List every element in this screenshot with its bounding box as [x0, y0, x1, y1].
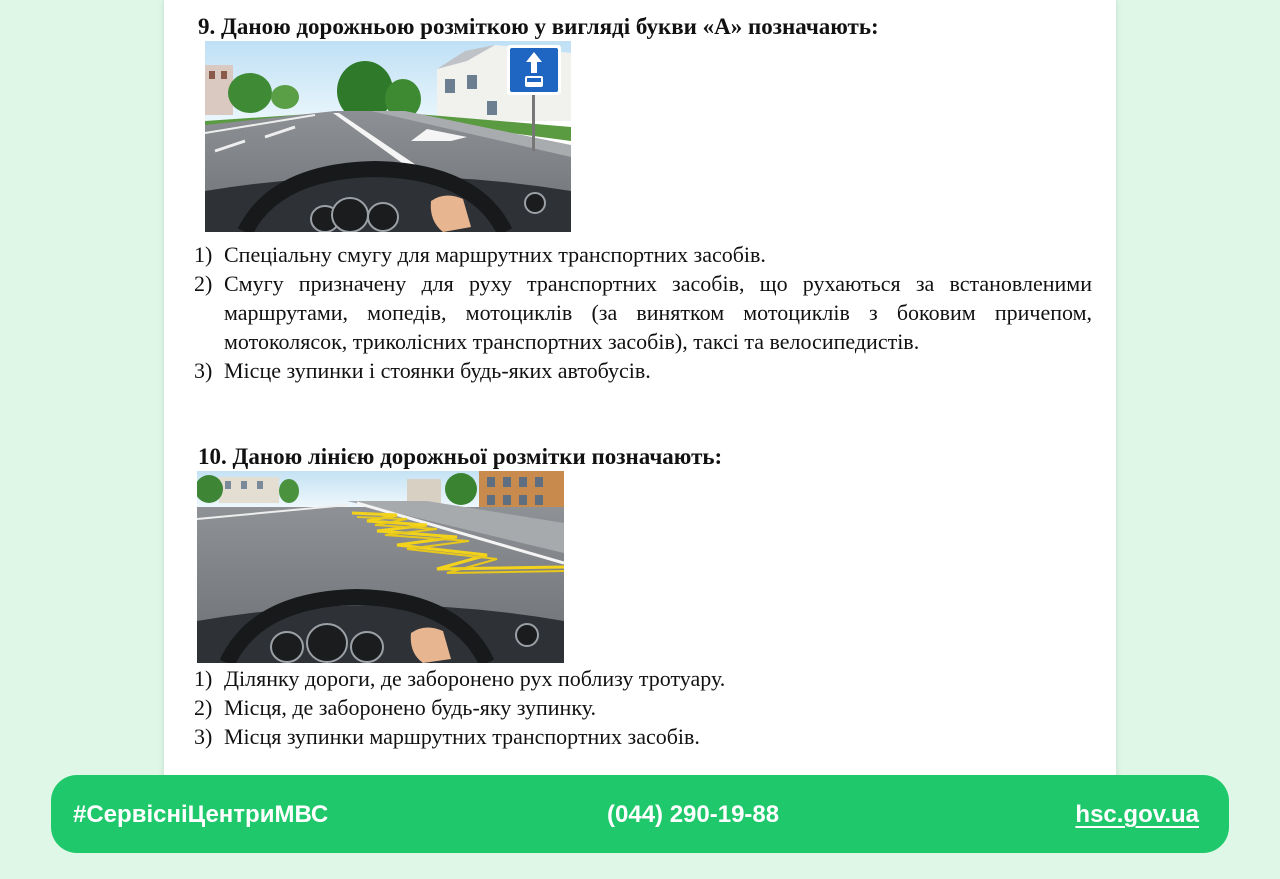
answer-9-3[interactable] [194, 356, 1092, 385]
question-9-answers [194, 240, 1092, 385]
footer-phone[interactable]: (044) 290-19-88 [607, 801, 780, 828]
question-10-title: 10. Даною лінією дорожньої розмітки позначають: [198, 444, 723, 469]
question-9-title: 9. Даною дорожньою розміткою у вигляді букви «А» позначають: [198, 14, 879, 39]
answer-text: Смугу призначену для руху транспортних засобів, що рухаються за встановленими маршрутами, мопедів, мотоциклів (за винятком мотоциклів з боковим причепом, мотоколясок, триколісних транспортних засобів), таксі та велосипедистів. [224, 271, 1092, 354]
document-page [164, 0, 1116, 800]
footer-hashtag: #СервісніЦентриМВС [73, 801, 329, 828]
answer-text: Місця, де заборонено будь-яку зупинку. [224, 695, 596, 720]
answer-number: 3) [194, 724, 213, 749]
answer-text: Місця зупинки маршрутних транспортних засобів. [224, 724, 700, 749]
question-10-image [197, 471, 564, 663]
question-10-answers [194, 664, 1092, 751]
answer-number: 1) [194, 242, 213, 267]
answer-9-1[interactable] [194, 240, 1092, 269]
answer-10-2[interactable] [194, 693, 1092, 722]
answer-number: 2) [194, 271, 213, 296]
answer-text: Ділянку дороги, де заборонено рух поблизу тротуару. [224, 666, 726, 691]
answer-10-3[interactable] [194, 722, 1092, 751]
question-9-image [205, 41, 571, 232]
answer-9-2[interactable] [194, 269, 1092, 356]
answer-number: 2) [194, 695, 213, 720]
answer-10-1[interactable] [194, 664, 1092, 693]
footer-banner [51, 775, 1229, 853]
footer-site-link[interactable]: hsc.gov.ua [1075, 801, 1199, 828]
answer-number: 3) [194, 358, 213, 383]
answer-text: Спеціальну смугу для маршрутних транспортних засобів. [224, 242, 766, 267]
answer-number: 1) [194, 666, 213, 691]
answer-text: Місце зупинки і стоянки будь-яких автобусів. [224, 358, 651, 383]
